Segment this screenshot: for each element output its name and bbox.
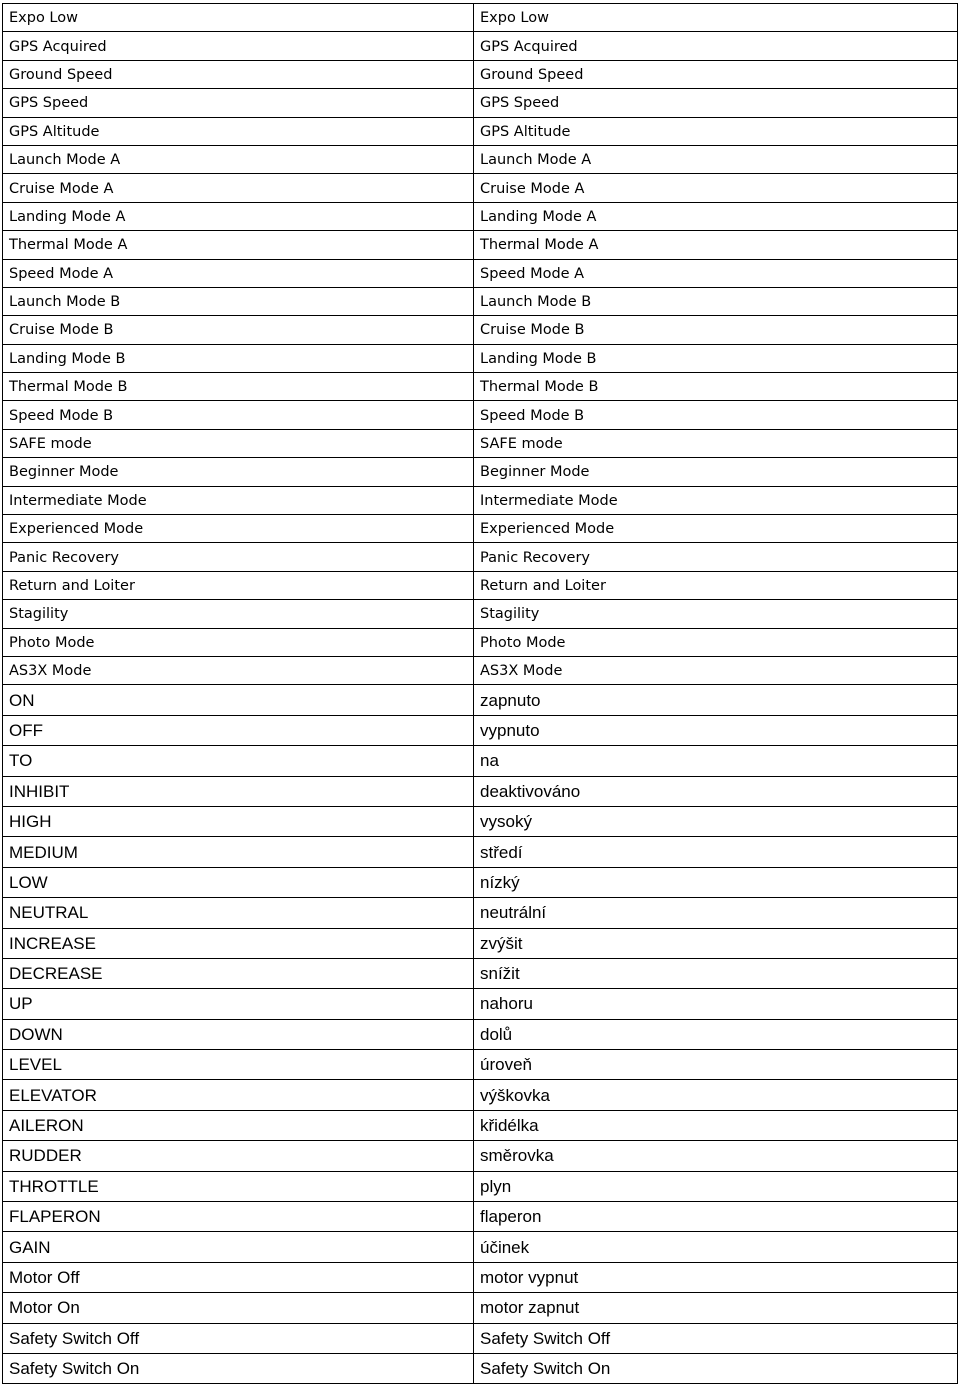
- translated-term-cell: Experienced Mode: [474, 515, 958, 543]
- translated-term-cell: Stagility: [474, 600, 958, 628]
- source-term-cell: INCREASE: [3, 928, 474, 958]
- table-row: [3, 837, 958, 867]
- table-row: [3, 60, 958, 88]
- translated-term-cell: Thermal Mode B: [474, 373, 958, 401]
- table-row: [3, 898, 958, 928]
- source-term-cell: Safety Switch On: [3, 1353, 474, 1383]
- translated-term-cell: na: [474, 746, 958, 776]
- table-row: [3, 429, 958, 457]
- translated-term-cell: Return and Loiter: [474, 571, 958, 599]
- translated-term-cell: dolů: [474, 1019, 958, 1049]
- translated-term-cell: snížit: [474, 958, 958, 988]
- source-term-cell: LOW: [3, 867, 474, 897]
- translated-term-cell: křidélka: [474, 1110, 958, 1140]
- glossary-body: [3, 4, 958, 1384]
- source-term-cell: DOWN: [3, 1019, 474, 1049]
- source-term-cell: NEUTRAL: [3, 898, 474, 928]
- table-row: [3, 486, 958, 514]
- source-term-cell: Launch Mode A: [3, 145, 474, 173]
- translated-term-cell: motor zapnut: [474, 1293, 958, 1323]
- table-row: [3, 989, 958, 1019]
- table-row: [3, 1110, 958, 1140]
- source-term-cell: HIGH: [3, 806, 474, 836]
- translated-term-cell: deaktivováno: [474, 776, 958, 806]
- source-term-cell: Motor On: [3, 1293, 474, 1323]
- table-row: [3, 4, 958, 32]
- translated-term-cell: nahoru: [474, 989, 958, 1019]
- table-row: [3, 145, 958, 173]
- translated-term-cell: Ground Speed: [474, 60, 958, 88]
- source-term-cell: Return and Loiter: [3, 571, 474, 599]
- table-row: [3, 1019, 958, 1049]
- translated-term-cell: Panic Recovery: [474, 543, 958, 571]
- source-term-cell: AS3X Mode: [3, 656, 474, 684]
- translated-term-cell: motor vypnut: [474, 1262, 958, 1292]
- source-term-cell: Experienced Mode: [3, 515, 474, 543]
- translated-term-cell: GPS Speed: [474, 89, 958, 117]
- translated-term-cell: Expo Low: [474, 4, 958, 32]
- table-row: [3, 117, 958, 145]
- source-term-cell: Landing Mode B: [3, 344, 474, 372]
- translated-term-cell: AS3X Mode: [474, 656, 958, 684]
- table-row: [3, 287, 958, 315]
- source-term-cell: ELEVATOR: [3, 1080, 474, 1110]
- source-term-cell: Intermediate Mode: [3, 486, 474, 514]
- translated-term-cell: úroveň: [474, 1050, 958, 1080]
- table-row: [3, 259, 958, 287]
- table-row: [3, 685, 958, 715]
- table-row: [3, 1080, 958, 1110]
- table-row: [3, 344, 958, 372]
- table-row: [3, 656, 958, 684]
- table-row: [3, 776, 958, 806]
- table-row: [3, 746, 958, 776]
- source-term-cell: GPS Acquired: [3, 32, 474, 60]
- source-term-cell: TO: [3, 746, 474, 776]
- translated-term-cell: Safety Switch On: [474, 1353, 958, 1383]
- translated-term-cell: Launch Mode B: [474, 287, 958, 315]
- source-term-cell: Landing Mode A: [3, 202, 474, 230]
- source-term-cell: AILERON: [3, 1110, 474, 1140]
- translated-term-cell: Cruise Mode A: [474, 174, 958, 202]
- source-term-cell: GPS Speed: [3, 89, 474, 117]
- source-term-cell: UP: [3, 989, 474, 1019]
- source-term-cell: Thermal Mode A: [3, 231, 474, 259]
- table-row: [3, 1202, 958, 1232]
- translated-term-cell: plyn: [474, 1171, 958, 1201]
- translated-term-cell: účinek: [474, 1232, 958, 1262]
- source-term-cell: Panic Recovery: [3, 543, 474, 571]
- table-row: [3, 1232, 958, 1262]
- translated-term-cell: výškovka: [474, 1080, 958, 1110]
- translated-term-cell: směrovka: [474, 1141, 958, 1171]
- table-row: [3, 373, 958, 401]
- table-row: [3, 1141, 958, 1171]
- translated-term-cell: Beginner Mode: [474, 458, 958, 486]
- source-term-cell: Speed Mode B: [3, 401, 474, 429]
- table-row: [3, 600, 958, 628]
- table-row: [3, 1323, 958, 1353]
- table-row: [3, 202, 958, 230]
- translated-term-cell: Launch Mode A: [474, 145, 958, 173]
- table-row: [3, 32, 958, 60]
- table-row: [3, 1293, 958, 1323]
- source-term-cell: FLAPERON: [3, 1202, 474, 1232]
- table-row: [3, 458, 958, 486]
- source-term-cell: Beginner Mode: [3, 458, 474, 486]
- source-term-cell: Thermal Mode B: [3, 373, 474, 401]
- table-row: [3, 515, 958, 543]
- source-term-cell: ON: [3, 685, 474, 715]
- translated-term-cell: zvýšit: [474, 928, 958, 958]
- table-row: [3, 543, 958, 571]
- source-term-cell: Stagility: [3, 600, 474, 628]
- table-row: [3, 958, 958, 988]
- source-term-cell: Motor Off: [3, 1262, 474, 1292]
- source-term-cell: GAIN: [3, 1232, 474, 1262]
- table-row: [3, 174, 958, 202]
- table-row: [3, 1262, 958, 1292]
- translated-term-cell: Thermal Mode A: [474, 231, 958, 259]
- translated-term-cell: flaperon: [474, 1202, 958, 1232]
- table-row: [3, 1050, 958, 1080]
- source-term-cell: MEDIUM: [3, 837, 474, 867]
- translated-term-cell: Photo Mode: [474, 628, 958, 656]
- source-term-cell: Expo Low: [3, 4, 474, 32]
- table-row: [3, 571, 958, 599]
- table-row: [3, 806, 958, 836]
- source-term-cell: Cruise Mode B: [3, 316, 474, 344]
- translated-term-cell: GPS Altitude: [474, 117, 958, 145]
- translated-term-cell: Landing Mode A: [474, 202, 958, 230]
- source-term-cell: INHIBIT: [3, 776, 474, 806]
- source-term-cell: Photo Mode: [3, 628, 474, 656]
- table-row: [3, 316, 958, 344]
- translated-term-cell: vypnuto: [474, 715, 958, 745]
- table-row: [3, 715, 958, 745]
- source-term-cell: LEVEL: [3, 1050, 474, 1080]
- table-row: [3, 867, 958, 897]
- translated-term-cell: Safety Switch Off: [474, 1323, 958, 1353]
- translated-term-cell: vysoký: [474, 806, 958, 836]
- source-term-cell: Launch Mode B: [3, 287, 474, 315]
- translated-term-cell: nízký: [474, 867, 958, 897]
- translated-term-cell: Speed Mode A: [474, 259, 958, 287]
- translated-term-cell: SAFE mode: [474, 429, 958, 457]
- translated-term-cell: Cruise Mode B: [474, 316, 958, 344]
- source-term-cell: GPS Altitude: [3, 117, 474, 145]
- translated-term-cell: GPS Acquired: [474, 32, 958, 60]
- table-row: [3, 628, 958, 656]
- translated-term-cell: zapnuto: [474, 685, 958, 715]
- table-row: [3, 1171, 958, 1201]
- translated-term-cell: středí: [474, 837, 958, 867]
- translated-term-cell: Landing Mode B: [474, 344, 958, 372]
- source-term-cell: Safety Switch Off: [3, 1323, 474, 1353]
- translated-term-cell: Speed Mode B: [474, 401, 958, 429]
- table-row: [3, 1353, 958, 1383]
- table-row: [3, 231, 958, 259]
- source-term-cell: Ground Speed: [3, 60, 474, 88]
- translated-term-cell: neutrální: [474, 898, 958, 928]
- source-term-cell: Speed Mode A: [3, 259, 474, 287]
- source-term-cell: DECREASE: [3, 958, 474, 988]
- source-term-cell: Cruise Mode A: [3, 174, 474, 202]
- source-term-cell: SAFE mode: [3, 429, 474, 457]
- table-row: [3, 89, 958, 117]
- source-term-cell: THROTTLE: [3, 1171, 474, 1201]
- source-term-cell: RUDDER: [3, 1141, 474, 1171]
- glossary-table: [2, 3, 958, 1384]
- table-row: [3, 401, 958, 429]
- source-term-cell: OFF: [3, 715, 474, 745]
- table-row: [3, 928, 958, 958]
- translated-term-cell: Intermediate Mode: [474, 486, 958, 514]
